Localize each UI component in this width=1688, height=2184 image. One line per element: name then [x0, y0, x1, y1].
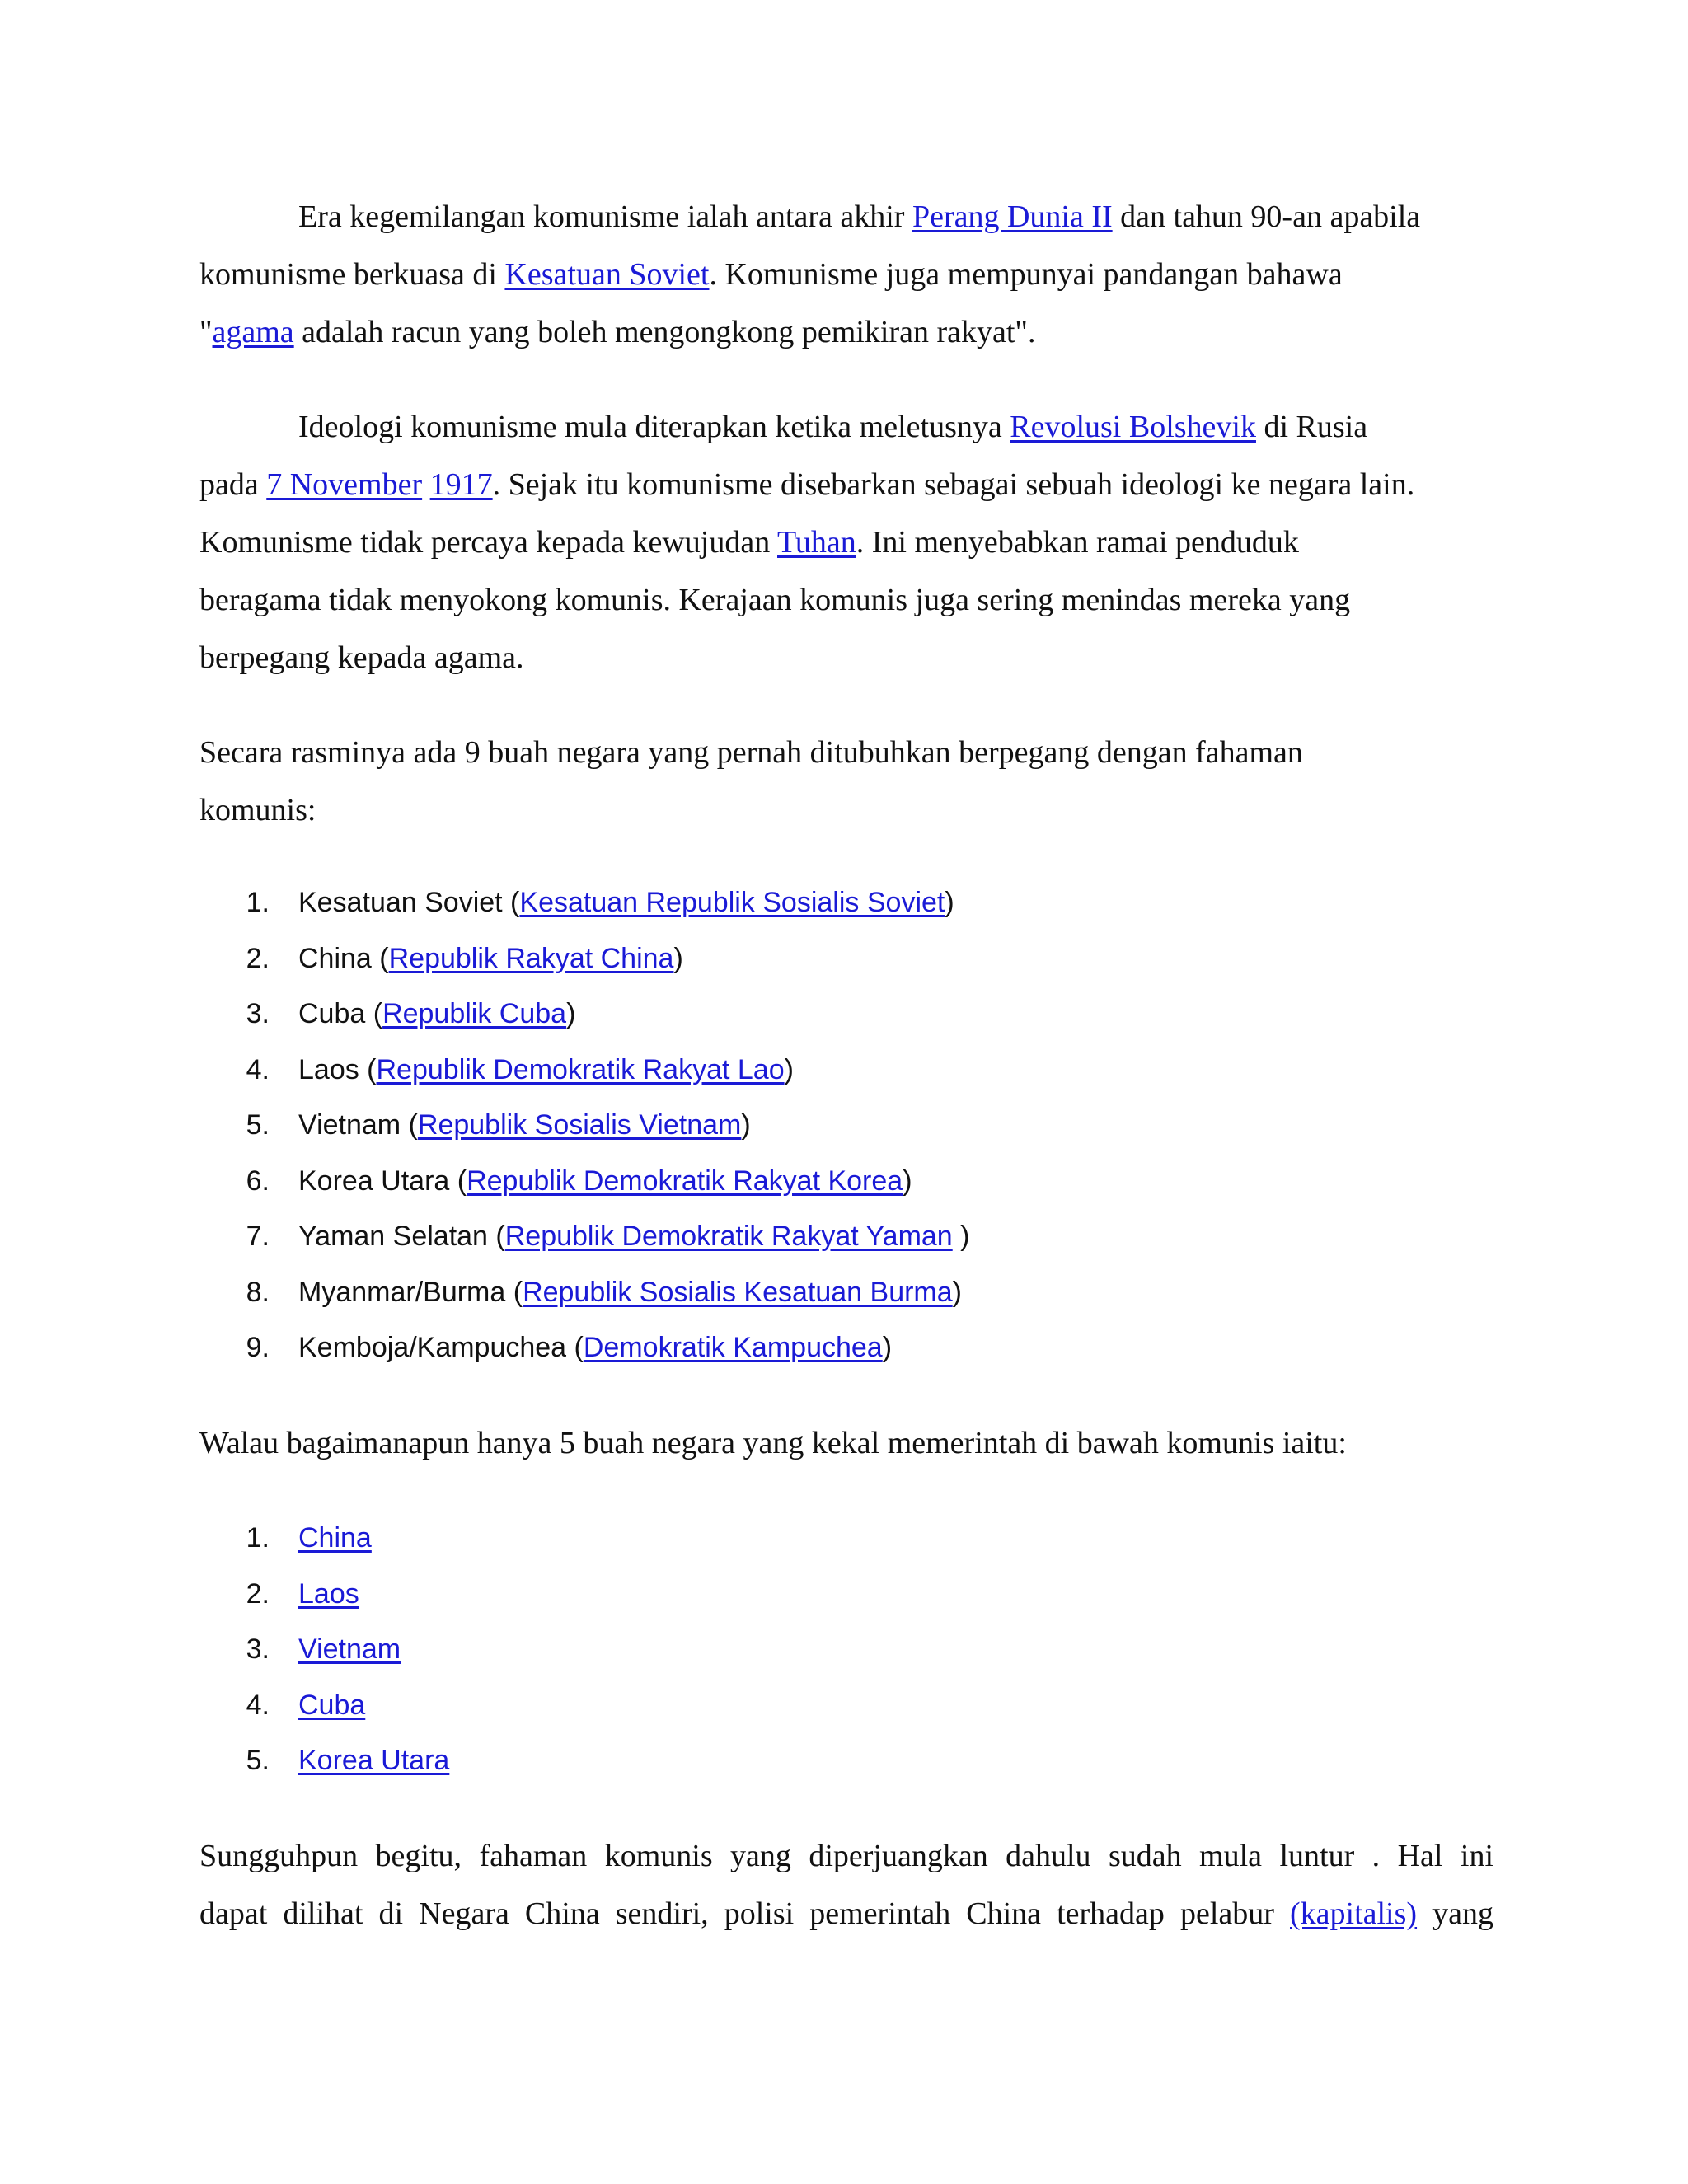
country-name: Kesatuan Soviet (: [298, 887, 520, 918]
list-item: [199, 1511, 449, 1567]
list-number: 1.: [246, 887, 270, 918]
country-name: Yaman Selatan (: [298, 1221, 505, 1252]
country-name: Kemboja/Kampuchea (: [298, 1332, 584, 1363]
list-number: 2.: [246, 942, 270, 974]
country-official-name-link[interactable]: Republik Sosialis Vietnam: [417, 1109, 742, 1141]
list-item: [199, 1567, 449, 1623]
paragraph-4: Walau bagaimanapun hanya 5 buah negara yang kekal memerintah di bawah komunis iaitu:: [199, 1426, 1347, 1460]
text: di Rusia: [1255, 410, 1368, 444]
list-number: 8.: [246, 1276, 270, 1308]
list-number: 1.: [246, 1522, 270, 1554]
list-number: 5.: [246, 1109, 270, 1141]
text: Komunisme tidak percaya kepada kewujudan: [199, 525, 778, 560]
text: . Komunisme juga mempunyai pandangan bahawa: [709, 257, 1343, 292]
country-official-name-link[interactable]: Republik Rakyat China: [388, 942, 674, 974]
close-paren: ): [903, 1165, 912, 1197]
text: Ideologi komunisme mula diterapkan ketika meletusnya: [298, 410, 1010, 444]
link-tuhan[interactable]: Tuhan: [777, 525, 856, 560]
close-paren: ): [741, 1109, 751, 1141]
paragraph-1-line-1: [199, 188, 1502, 246]
close-paren: ): [566, 998, 576, 1029]
list-item: [199, 931, 970, 987]
close-paren: ): [673, 942, 683, 974]
list-number: 3.: [246, 1633, 270, 1665]
list-number: 4.: [246, 1053, 270, 1085]
text: adalah racun yang boleh mengongkong pemikiran rakyat".: [293, 315, 1036, 349]
paragraph-5: [199, 1827, 1493, 1943]
paragraph-1-line-3: [199, 303, 1502, 361]
link-1917[interactable]: 1917: [429, 467, 493, 502]
paragraph-3-line-2: komunis:: [199, 793, 316, 827]
list-number: 6.: [246, 1165, 270, 1197]
list-number: 3.: [246, 998, 270, 1029]
close-paren: ): [945, 887, 954, 918]
country-name: Cuba (: [298, 998, 383, 1029]
paragraph-2-line-1: [199, 398, 1502, 456]
country-link[interactable]: Cuba: [298, 1689, 366, 1721]
link-agama[interactable]: agama: [212, 315, 294, 349]
country-name: Myanmar/Burma (: [298, 1276, 523, 1308]
close-paren: ): [952, 1221, 970, 1252]
close-paren: ): [784, 1053, 794, 1085]
country-link[interactable]: Vietnam: [298, 1633, 401, 1665]
close-paren: ): [882, 1332, 893, 1363]
link-7-november[interactable]: 7 November: [266, 467, 423, 502]
paragraph-1: [199, 188, 1502, 361]
list-item: [199, 1209, 970, 1265]
country-official-name-link[interactable]: Kesatuan Republik Sosialis Soviet: [519, 887, 945, 918]
country-official-name-link[interactable]: Republik Demokratik Rakyat Korea: [467, 1165, 903, 1197]
link-revolusi-bolshevik[interactable]: Revolusi Bolshevik: [1010, 410, 1256, 444]
communist-countries-list: [199, 875, 970, 1376]
country-name: Laos (: [298, 1053, 377, 1085]
paragraph-1-line-2: [199, 246, 1502, 303]
list-item: [199, 1098, 970, 1154]
remaining-communist-countries-list: [199, 1511, 449, 1789]
list-item: [199, 1320, 970, 1376]
paragraph-2-line-3: [199, 513, 1502, 571]
text: . Ini menyebabkan ramai penduduk: [856, 525, 1299, 560]
text: dan tahun 90-an apabila: [1112, 199, 1421, 234]
paragraph-2-line-4: beragama tidak menyokong komunis. Kerajaan komunis juga sering menindas mereka yang: [199, 583, 1351, 617]
link-kapitalis[interactable]: (kapitalis): [1290, 1896, 1418, 1931]
country-official-name-link[interactable]: Demokratik Kampuchea: [583, 1332, 883, 1363]
country-name: Vietnam (: [298, 1109, 418, 1141]
country-official-name-link[interactable]: Republik Sosialis Kesatuan Burma: [523, 1276, 953, 1308]
text: . Sejak itu komunisme disebarkan sebagai sebuah ideologi ke negara lain.: [492, 467, 1415, 502]
list-number: 7.: [246, 1221, 270, 1252]
country-link[interactable]: Korea Utara: [298, 1745, 450, 1776]
text: [422, 467, 430, 502]
paragraph-3: [199, 724, 1502, 839]
text: pada: [199, 467, 267, 502]
close-paren: ): [952, 1276, 962, 1308]
country-link[interactable]: China: [298, 1522, 372, 1554]
list-item: [199, 1043, 970, 1099]
list-item: [199, 1622, 449, 1678]
list-item: [199, 1678, 449, 1734]
country-official-name-link[interactable]: Republik Demokratik Rakyat Lao: [376, 1053, 785, 1085]
country-name: Korea Utara (: [298, 1165, 467, 1197]
list-item: [199, 1733, 449, 1789]
paragraph-5-line-2: [199, 1885, 1493, 1943]
paragraph-5-line-1: Sungguhpun begitu, fahaman komunis yang diperjuangkan dahulu sudah mula luntur . Hal ini: [199, 1839, 1493, 1873]
list-item: [199, 987, 970, 1043]
country-name: China (: [298, 942, 389, 974]
list-item: [199, 1265, 970, 1321]
text: komunisme berkuasa di: [199, 257, 505, 292]
paragraph-2-line-2: [199, 456, 1502, 513]
text: ": [199, 315, 213, 349]
text: dapat dilihat di Negara China sendiri, polisi pemerintah China terhadap pelabur: [199, 1896, 1290, 1931]
country-official-name-link[interactable]: Republik Cuba: [382, 998, 567, 1029]
text: Era kegemilangan komunisme ialah antara akhir: [298, 199, 912, 234]
paragraph-2-line-5: berpegang kepada agama.: [199, 640, 524, 675]
country-link[interactable]: Laos: [298, 1577, 359, 1610]
list-number: 4.: [246, 1689, 270, 1721]
text: yang: [1417, 1896, 1493, 1931]
list-item: [199, 1154, 970, 1210]
paragraph-2: [199, 398, 1502, 687]
list-number: 5.: [246, 1745, 270, 1776]
link-kesatuan-soviet[interactable]: Kesatuan Soviet: [504, 257, 710, 292]
paragraph-3-line-1: Secara rasminya ada 9 buah negara yang pernah ditubuhkan berpegang dengan fahaman: [199, 735, 1303, 770]
list-number: 2.: [246, 1577, 270, 1610]
list-number: 9.: [246, 1332, 270, 1363]
list-item: [199, 875, 970, 931]
link-perang-dunia-ii[interactable]: Perang Dunia II: [912, 199, 1113, 234]
country-official-name-link[interactable]: Republik Demokratik Rakyat Yaman: [504, 1221, 953, 1252]
